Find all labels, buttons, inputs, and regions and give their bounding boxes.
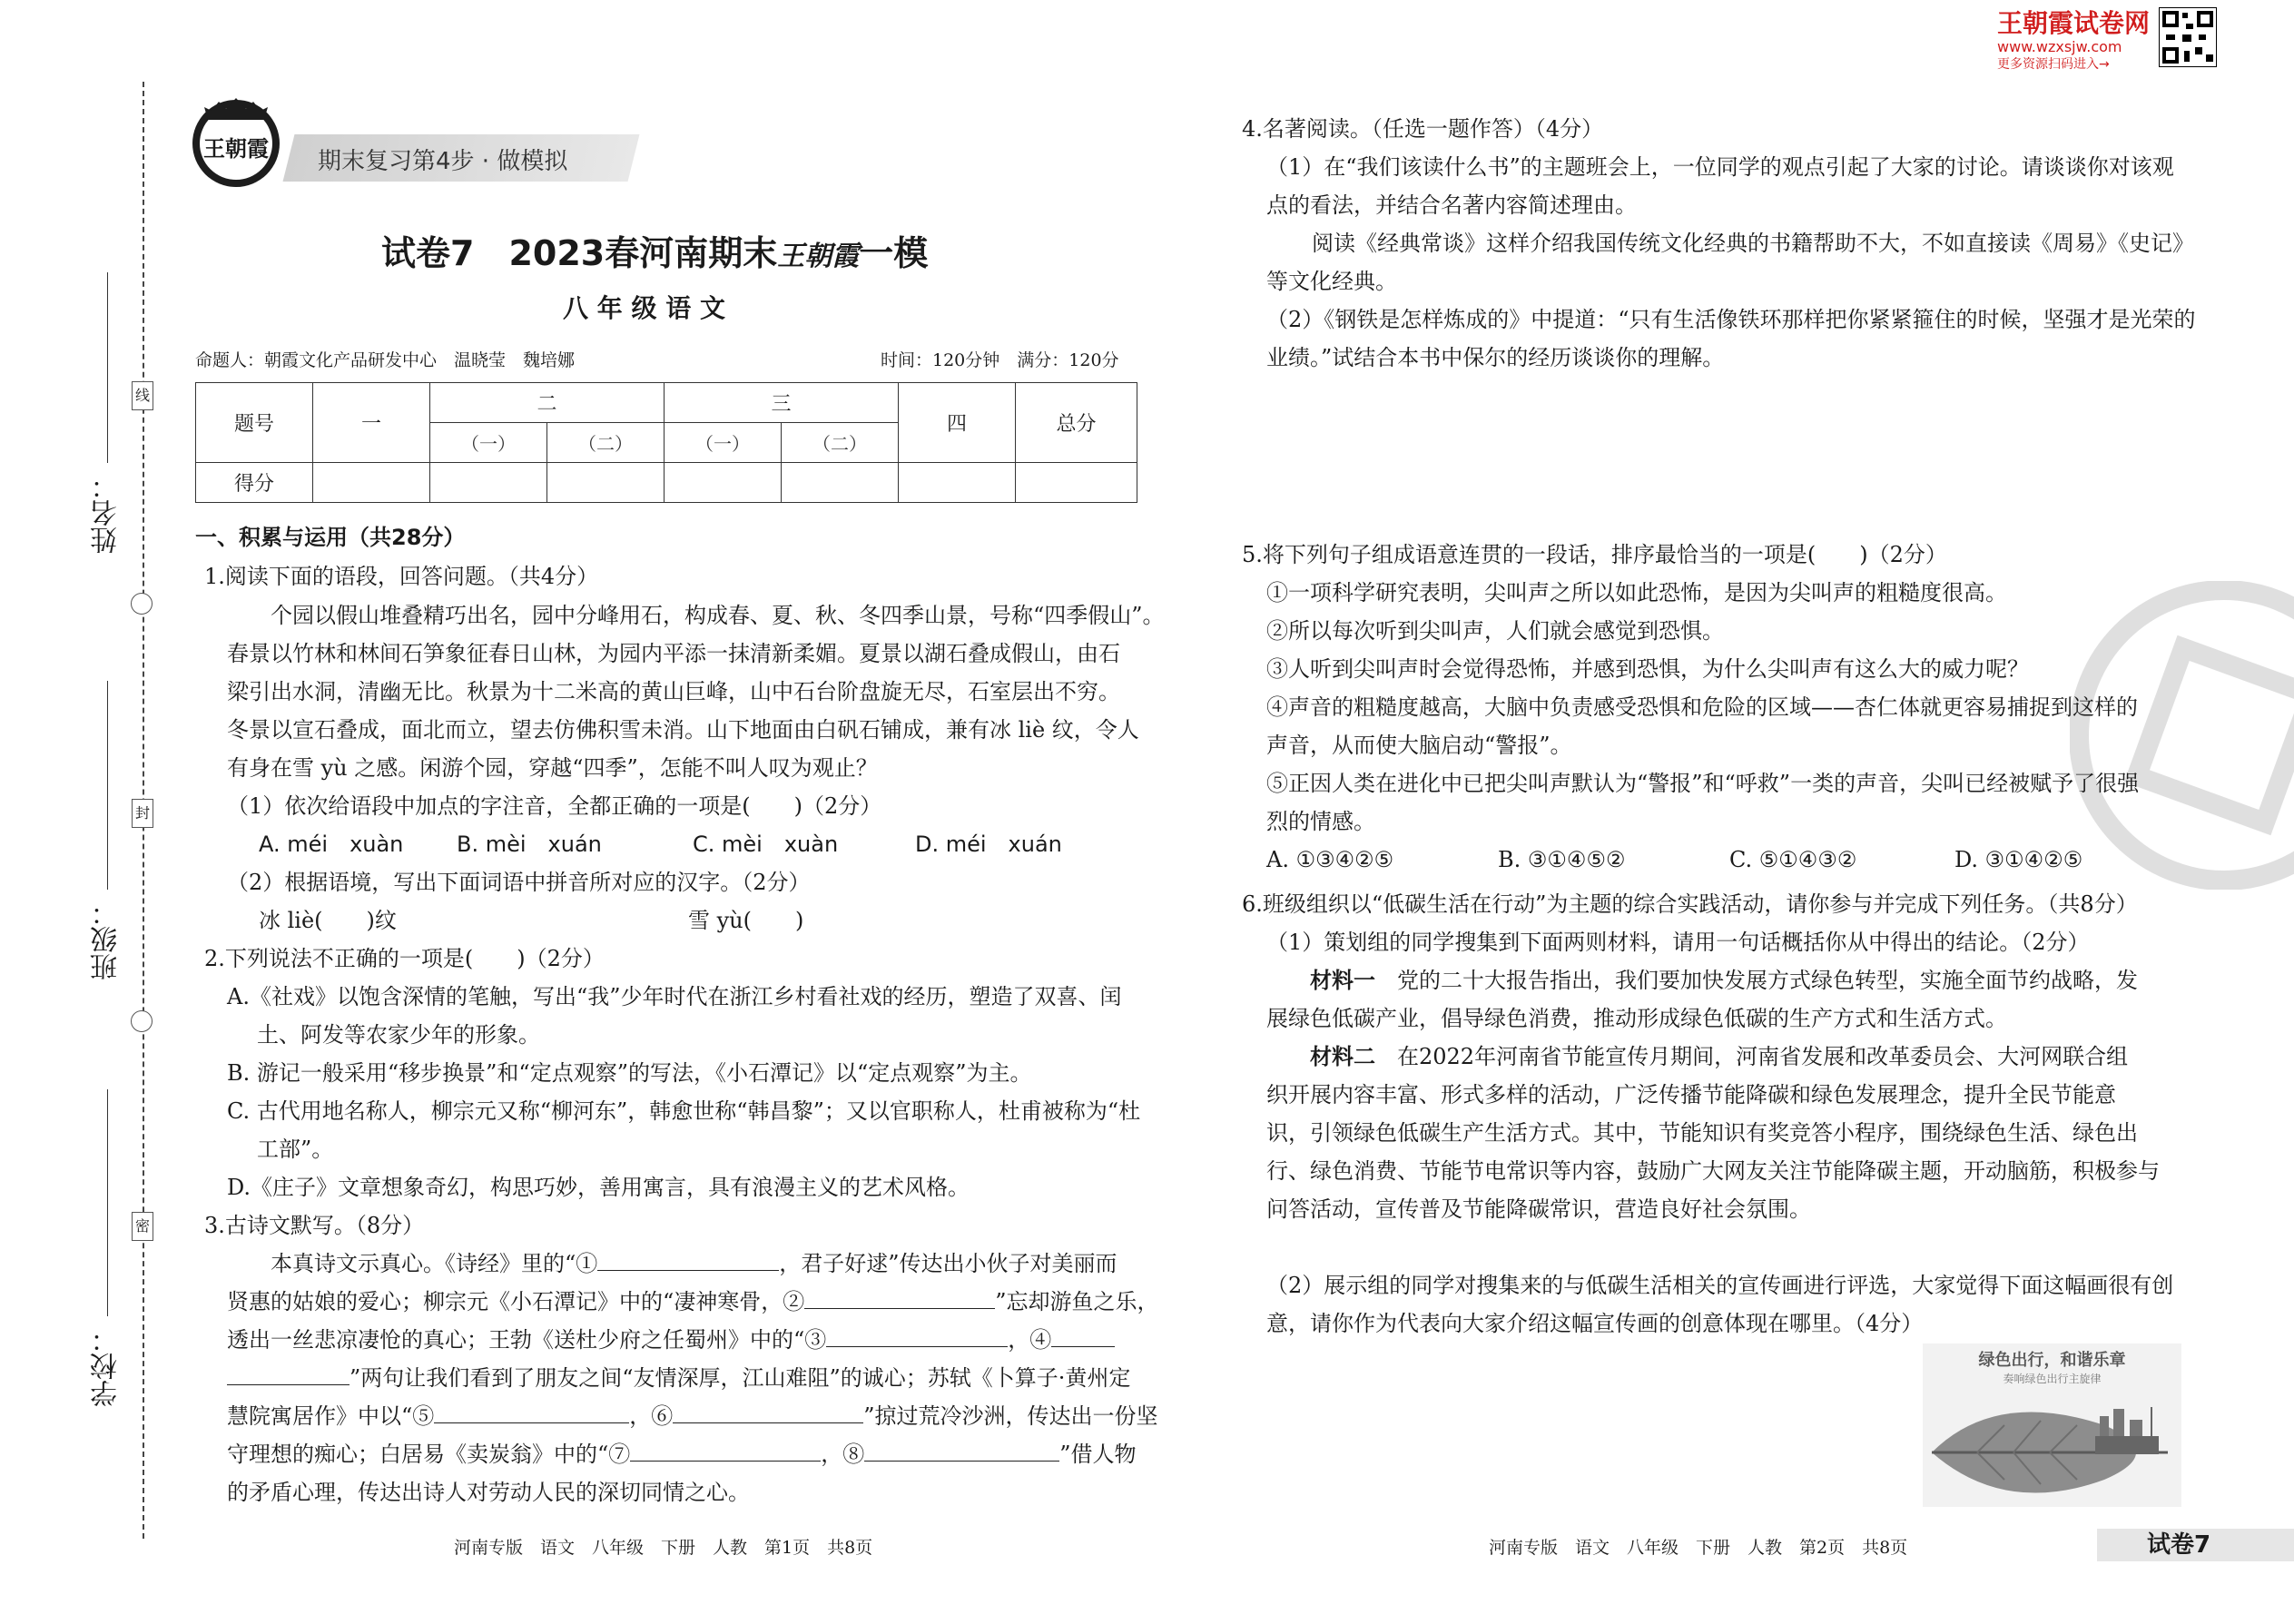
q3-text: ”借人物 <box>1059 1442 1137 1467</box>
q3-line <box>271 1245 1117 1283</box>
q1-passage-line: 有身在雪 yù 之感。闲游个园，穿越“四季”，怎能不叫人叹为观止？ <box>227 755 878 781</box>
q2-option-a-cont: 土、阿发等农家少年的形象。 <box>257 1022 540 1048</box>
material-1-label: 材料一 <box>1310 968 1375 993</box>
q4-quote: 阅读《经典常谈》这样介绍我国传统文化经典的书籍帮助不大，不如直接读《周易》《史记》 <box>1312 231 2194 256</box>
q2-option-d[interactable]: D.《庄子》文章想象奇幻，构思巧妙，善用寓言，具有浪漫主义的艺术风格。 <box>227 1175 970 1200</box>
q1-option[interactable]: C. mèi xuàn <box>693 832 839 857</box>
material-text: 识，引领绿色低碳生产生活方式。其中，节能知识有奖竞答小程序，围绕绿色生活、绿色出 <box>1266 1120 2138 1146</box>
q3-line <box>227 1397 1158 1435</box>
table-row-label: 得分 <box>196 463 313 503</box>
answer-blank-4-start[interactable] <box>1051 1321 1115 1347</box>
q3-text: 透出一丝悲凉凄怆的真心；王勃《送杜少府之任蜀州》中的“③ <box>227 1327 827 1353</box>
q5-sentence-cont: 声音，从而使大脑启动“警报”。 <box>1266 733 1572 758</box>
material-1-line <box>1310 961 2138 999</box>
material-text: 问答活动，宣传普及节能降碳常识，营造良好社会氛围。 <box>1266 1196 1811 1222</box>
q4-quote-cont: 等文化经典。 <box>1266 269 1397 294</box>
q3-line <box>227 1283 1159 1321</box>
q3-line <box>227 1321 1115 1359</box>
q5-sentence: ②所以每次听到尖叫声，人们就会感觉到恐惧。 <box>1266 618 1724 644</box>
score-cell[interactable] <box>547 463 665 503</box>
q1-passage-line: 个园以假山堆叠精巧出名，园中分峰用石，构成春、夏、秋、冬四季山景，号称“四季假山”。 <box>271 603 1165 628</box>
q2-option-c-cont: 工部”。 <box>257 1137 334 1162</box>
table-header-cell: 一 <box>313 383 430 463</box>
q5-sentence-cont: 烈的情感。 <box>1266 809 1375 834</box>
q5-sentence: ③人听到尖叫声时会觉得恐怖，并感到恐惧，为什么尖叫声有这么大的威力呢？ <box>1266 656 2029 682</box>
q1-option[interactable]: B. mèi xuán <box>457 832 602 857</box>
binding-circle-icon <box>131 1010 153 1032</box>
q3-text: 本真诗文示真心。《诗经》里的“① <box>271 1251 598 1276</box>
table-header-cell: 三 <box>665 383 899 423</box>
step-label: 期末复习第4步 · 做模拟 <box>318 148 568 175</box>
q5-heading: 5.将下列句子组成语意连贯的一段话，排序最恰当的一项是( )（2分） <box>1242 542 1947 567</box>
title-prefix: 试卷7 2023春河南期末 <box>381 233 778 273</box>
q4-answer-space[interactable] <box>1266 381 2174 536</box>
title-suffix: 一模 <box>859 233 929 273</box>
binding-mark-seal: 封 <box>132 799 153 828</box>
answer-blank-6[interactable] <box>673 1397 863 1423</box>
q3-text: ”两句让我们看到了朋友之间“友情深厚，江山难阻”的诚心；苏轼《卜算子·黄州定 <box>350 1365 1131 1391</box>
watermark-url: www.wzxsjw.com <box>1997 38 2122 55</box>
q5-option[interactable]: B. ③①④⑤② <box>1498 847 1626 872</box>
section-heading: 一、积累与运用（共28分） <box>195 525 466 550</box>
q4-part1: （1）在“我们该读什么书”的主题班会上，一位同学的观点引起了大家的讨论。请谈谈你对该观 <box>1266 154 2174 180</box>
q6-part1: （1）策划组的同学搜集到下面两则材料，请用一句话概括你从中得出的结论。（2分） <box>1266 930 2090 955</box>
q6-part2: （2）展示组的同学对搜集来的与低碳生活相关的宣传画进行评选，大家觉得下面这幅画很有创 <box>1266 1273 2174 1298</box>
q3-text: ，④ <box>1008 1327 1052 1353</box>
score-cell[interactable] <box>899 463 1016 503</box>
table-header-cell: 二 <box>430 383 665 423</box>
q1-passage-line: 冬景以宣石叠成，面北而立，望去仿佛积雪未消。山下地面由白矾石铺成，兼有冰 liè 纹，令人 <box>227 717 1139 743</box>
binding-mark-dense: 密 <box>132 1212 153 1241</box>
answer-blank-8[interactable] <box>864 1435 1059 1462</box>
table-header-cell: 总分 <box>1016 383 1137 463</box>
answer-blank-2[interactable] <box>804 1283 995 1309</box>
binding-school-label: 学校： <box>91 1325 123 1407</box>
q4-heading: 4.名著阅读。（任选一题作答）（4分） <box>1242 116 1604 142</box>
score-table <box>195 382 1137 503</box>
binding-circle-icon <box>131 593 153 615</box>
q1-option[interactable]: A. méi xuàn <box>259 832 404 857</box>
answer-blank-3[interactable] <box>826 1321 1008 1347</box>
left-footer: 河南专版 语文 八年级 下册 人教 第1页 共8页 <box>454 1538 873 1558</box>
seal-watermark <box>2070 581 2294 890</box>
q4-part2-cont: 业绩。”试结合本书中保尔的经历谈谈你的理解。 <box>1266 345 1725 370</box>
q6-heading: 6.班级组织以“低碳生活在行动”为主题的综合实践活动，请你参与并完成下列任务。（共8分） <box>1242 891 2138 917</box>
q5-sentence: ①一项科学研究表明，尖叫声之所以如此恐怖，是因为尖叫声的粗糙度很高。 <box>1266 580 2007 605</box>
q1-fill-b[interactable]: 雪 yù( ) <box>688 908 804 933</box>
page-title <box>381 225 928 275</box>
material-text: 展绿色低碳产业，倡导绿色消费，推动形成绿色低碳的生产方式和生活方式。 <box>1266 1006 2007 1031</box>
q3-line <box>227 1359 1130 1397</box>
material-text: 在2022年河南省节能宣传月期间，河南省发展和改革委员会、大河网联合组 <box>1397 1044 2129 1069</box>
qr-code-icon <box>2159 7 2217 67</box>
q3-text: 守理想的痴心；白居易《卖炭翁》中的“⑦ <box>227 1442 631 1467</box>
score-cell[interactable] <box>430 463 547 503</box>
table-header-cell: 四 <box>899 383 1016 463</box>
right-footer: 河南专版 语文 八年级 下册 人教 第2页 共8页 <box>1489 1538 1908 1558</box>
binding-name-label: 姓名： <box>91 472 123 554</box>
table-subheader-cell: （一） <box>430 423 547 463</box>
q2-option-b[interactable]: B. 游记一般采用“移步换景”和“定点观察”的写法，《小石潭记》以“定点观察”为主。 <box>227 1060 1032 1086</box>
q4-part1-cont: 点的看法，并结合名著内容简述理由。 <box>1266 192 1637 218</box>
table-subheader-cell: （二） <box>547 423 665 463</box>
q3-line: 的矛盾心理，传达出诗人对劳动人民的深切同情之心。 <box>227 1480 750 1505</box>
q3-text: ”忘却游鱼之乐， <box>995 1289 1159 1314</box>
q3-text: ，君子好逑”传达出小伙子对美丽而 <box>779 1251 1117 1276</box>
answer-blank-4[interactable] <box>227 1359 350 1385</box>
score-cell[interactable] <box>1016 463 1137 503</box>
q2-option-c[interactable]: C. 古代用地名称人，柳宗元又称“柳河东”，韩愈世称“韩昌黎”；又以官职称人，杜甫被称为“杜 <box>227 1098 1141 1124</box>
page-subtitle: 八 年 级 语 文 <box>563 293 725 323</box>
score-cell[interactable] <box>665 463 782 503</box>
leaf-guitar-illustration <box>1923 1389 2181 1507</box>
q5-sentence: ⑤正因人类在进化中已把尖叫声默认为“警报”和“呼救”一类的声音，尖叫已经被赋予了很强 <box>1266 771 2140 796</box>
table-subheader-cell: （二） <box>782 423 899 463</box>
q2-heading: 2.下列说法不正确的一项是( )（2分） <box>204 946 605 971</box>
material-text: 行、绿色消费、节能节电常识等内容，鼓励广大网友关注节能降碳主题，开动脑筋，积极参与 <box>1266 1158 2160 1184</box>
score-cell[interactable] <box>313 463 430 503</box>
watermark-note: 更多资源扫码进入→ <box>1997 57 2110 72</box>
q5-option[interactable]: A. ①③④②⑤ <box>1266 847 1394 872</box>
q3-text: ，⑧ <box>821 1442 865 1467</box>
authors-line: 命题人：朝霞文化产品研发中心 温晓莹 魏培娜 <box>195 350 576 370</box>
table-header-cell: 题号 <box>196 383 313 463</box>
q3-line <box>227 1435 1137 1473</box>
site-watermark <box>1997 9 2161 73</box>
answer-blank-7[interactable] <box>630 1435 821 1462</box>
material-2-label: 材料二 <box>1310 1044 1375 1069</box>
q3-text: ，⑥ <box>629 1403 674 1429</box>
q1-passage-line: 梁引出水洞，清幽无比。秋景为十二米高的黄山巨峰，山中石台阶盘旋无尽，石室层出不穷。 <box>227 679 1120 704</box>
q1-sub1: （1）依次给语段中加点的字注音，全都正确的一项是( )（2分） <box>227 793 882 819</box>
q3-text: ”掠过荒冷沙洲，传达出一份坚 <box>863 1403 1158 1429</box>
q1-fill-a[interactable]: 冰 liè( )纹 <box>259 908 397 933</box>
q5-sentence: ④声音的粗糙度越高，大脑中负责感受恐惧和危险的区域——杏仁体就更容易捕捉到这样的 <box>1266 694 2138 720</box>
q3-text: 贤惠的姑娘的爱心；柳宗元《小石潭记》中的“凄神寒骨，② <box>227 1289 805 1314</box>
material-2-line <box>1310 1038 2128 1076</box>
q3-text: 慧院寓居作》中以“⑤ <box>227 1403 435 1429</box>
q4-part2: （2）《钢铁是怎样炼成的》中提道：“只有生活像铁环那样把你紧紧箍住的时候，坚强才是光荣的 <box>1266 307 2196 332</box>
material-text: 织开展内容丰富、形式多样的活动，广泛传播节能降碳和绿色发展理念，提升全民节能意 <box>1266 1082 2116 1107</box>
name-field-line[interactable] <box>107 272 108 463</box>
q5-option[interactable]: D. ③①④②⑤ <box>1954 847 2083 872</box>
answer-blank-5[interactable] <box>434 1397 629 1423</box>
q1-option[interactable]: D. méi xuán <box>915 832 1062 857</box>
table-subheader-cell: （一） <box>665 423 782 463</box>
q3-heading: 3.古诗文默写。（8分） <box>204 1213 425 1238</box>
q2-option-a[interactable]: A.《社戏》以饱含深情的笔触，写出“我”少年时代在浙江乡村看社戏的经历，塑造了双喜、闰 <box>227 984 1122 1009</box>
binding-mark-line: 线 <box>132 381 153 410</box>
logo-text: 王朝霞 <box>203 135 269 162</box>
answer-blank-1[interactable] <box>597 1245 779 1271</box>
q5-option[interactable]: C. ⑤①④③② <box>1729 847 1857 872</box>
poster-subtitle: 奏响绿色出行主旋律 <box>2003 1373 2102 1385</box>
poster-image <box>1923 1343 2181 1507</box>
watermark-brand: 王朝霞试卷网 <box>1997 8 2151 38</box>
title-brand: 王朝霞 <box>777 241 860 272</box>
binding-class-label: 班级： <box>91 899 123 980</box>
brand-logo <box>186 91 286 191</box>
poster-title: 绿色出行，和谐乐章 <box>1978 1351 2126 1370</box>
score-cell[interactable] <box>782 463 899 503</box>
q1-heading: 1.阅读下面的语段，回答问题。（共4分） <box>204 564 599 589</box>
q6-part2-cont: 意，请你作为代表向大家介绍这幅宣传画的创意体现在哪里。（4分） <box>1266 1311 1924 1336</box>
school-field-line[interactable] <box>107 1089 108 1316</box>
material-text: 党的二十大报告指出，我们要加快发展方式绿色转型，实施全面节约战略，发 <box>1397 968 2138 993</box>
q1-sub2: （2）根据语境，写出下面词语中拼音所对应的汉字。（2分） <box>227 870 811 895</box>
q1-passage-line: 春景以竹林和林间石笋象征春日山林，为园内平添一抹清新柔媚。夏景以湖石叠成假山，由石 <box>227 641 1120 666</box>
time-score-line: 时间：120分钟 满分：120分 <box>881 350 1119 370</box>
class-field-line[interactable] <box>107 681 108 890</box>
paper-tag: 试卷7 <box>2147 1531 2211 1559</box>
